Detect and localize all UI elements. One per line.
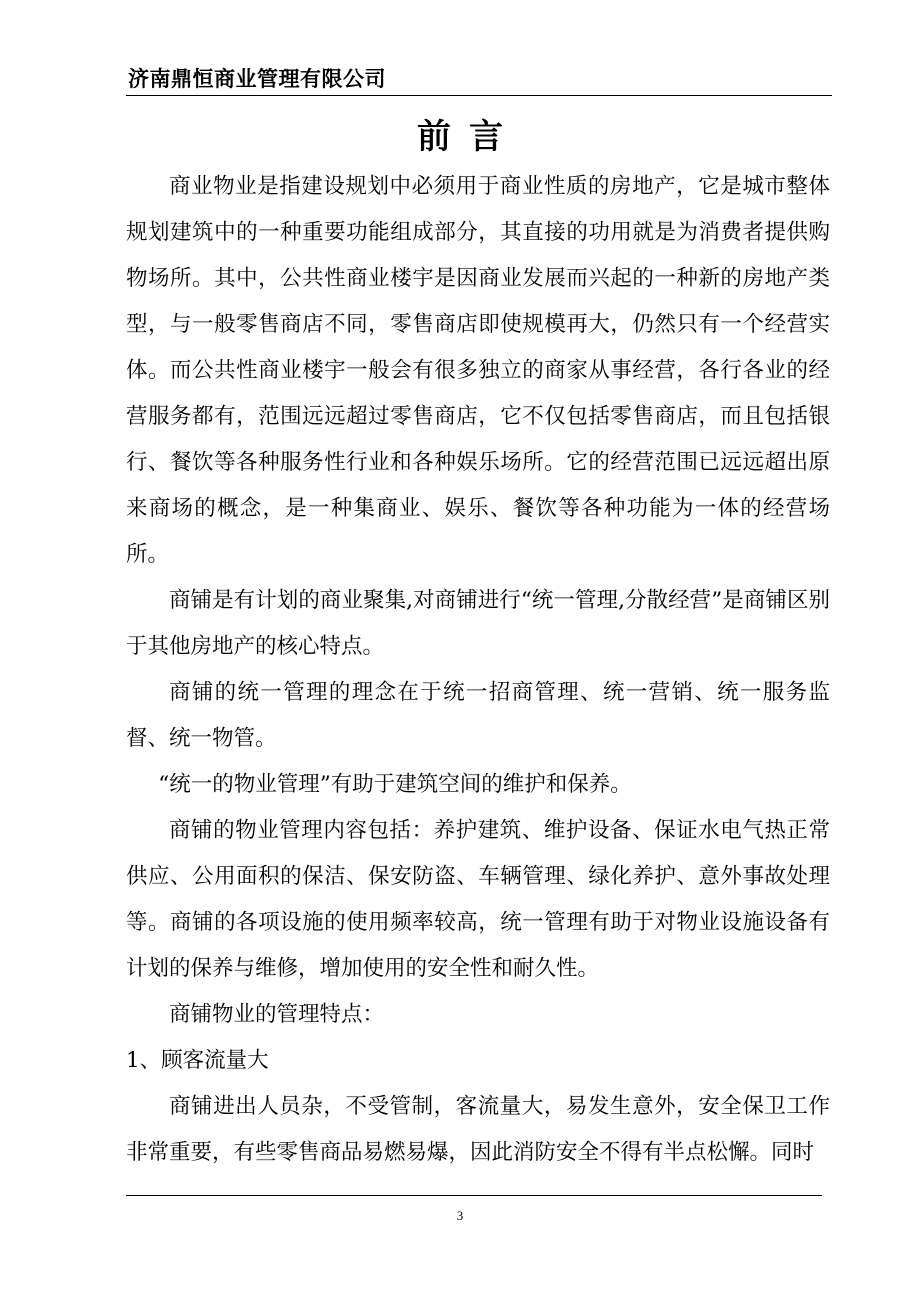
paragraph-customer-flow: 商铺进出人员杂，不受管制，客流量大，易发生意外，安全保卫工作非常重要，有些零售商品易燃易爆，因此消防安全不得有半点松懈。同时 [126,1094,830,1165]
company-header: 济南鼎恒商业管理有限公司 [128,67,386,91]
paragraph-management-content: 商铺的物业管理内容包括：养护建筑、维护设备、保证水电气热正常供应、公用面积的保洁、保安防盗、车辆管理、绿化养护、意外事故处理等。商铺的各项设施的使用频率较高，统一管理有助于对物业设施设备有计划的保养与维修，增加使用的安全性和耐久性。 [126,818,830,981]
footer-divider [126,1195,822,1196]
paragraph-property-management: “统一的物业管理”有助于建筑空间的维护和保养。 [158,772,632,797]
paragraph-features-intro: 商铺物业的管理特点： [169,1002,385,1027]
section-heading-customer-flow: 1、顾客流量大 [126,1048,269,1073]
paragraph-unified-management: 商铺的统一管理的理念在于统一招商管理、统一营销、统一服务监督、统一物管。 [126,680,830,751]
header-divider [126,95,832,96]
paragraph-intro: 商业物业是指建设规划中必须用于商业性质的房地产，它是城市整体规划建筑中的一种重要功能组成部分，其直接的功用就是为消费者提供购物场所。其中，公共性商业楼宇是因商业发展而兴起的一种新的房地产类型，与一般零售商店不同，零售商店即使规模再大，仍然只有一个经营实体。而公共性商业楼宇一般会有很多独立的商家从事经营，各行各业的经营服务都有，范围远远超过零售商店，它不仅包括零售商店，而且包括银行、餐饮等各种服务性行业和各种娱乐场所。它的经营范围已远远超出原来商场的概念，是一种集商业、娱乐、餐饮等各种功能为一体的经营场所。 [126,174,830,567]
page-number: 3 [456,1208,464,1223]
body-text [126,164,830,1176]
page-title: 前言 [417,117,521,157]
paragraph-core-feature: 商铺是有计划的商业聚集,对商铺进行“统一管理,分散经营”是商铺区别于其他房地产的核心特点。 [126,588,830,659]
